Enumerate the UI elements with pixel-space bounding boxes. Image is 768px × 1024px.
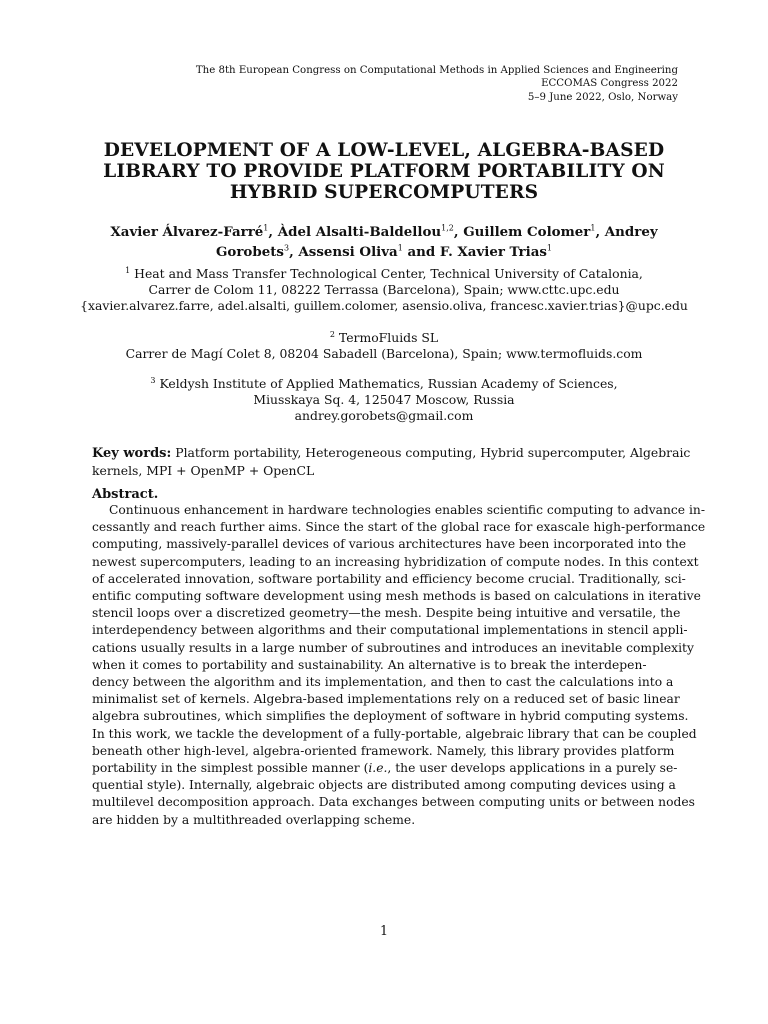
abstract-line: of accelerated innovation, software portability and efficiency become crucial. Traditionally, sci- bbox=[92, 571, 686, 586]
affiliation-number: 2 bbox=[329, 329, 335, 339]
affiliation-1 bbox=[70, 266, 698, 313]
author-name: Àdel Alsalti-Baldellou bbox=[277, 224, 442, 240]
affiliation-number: 1 bbox=[125, 265, 131, 275]
author-affiliation-mark: 1 bbox=[263, 223, 269, 233]
author-line-1: Xavier Álvarez-Farré$^1$, Àdel Alsalti-Baldellou$^{1,2}$, Guillem Colomer$^1$, Andrey bbox=[110, 223, 658, 240]
conference-date-location: 5–9 June 2022, Oslo, Norway bbox=[527, 91, 678, 103]
affiliation-email: andrey.gorobets@gmail.com bbox=[294, 407, 474, 423]
abstract-line: multilevel decomposition approach. Data exchanges between computing units or between nodes bbox=[92, 795, 695, 810]
affiliation-line bbox=[70, 376, 698, 392]
abstract-line: interdependency between algorithms and their computational implementations in stencil appli- bbox=[92, 623, 688, 638]
conference-short-name: ECCOMAS Congress 2022 bbox=[541, 78, 678, 90]
affiliation-text: Keldysh Institute of Applied Mathematics, Russian Academy of Sciences, bbox=[159, 376, 618, 391]
affiliation-address: Carrer de Colom 11, 08222 Terrassa (Barcelona), Spain; www.cttc.upc.edu bbox=[148, 281, 620, 297]
title-line-1: DEVELOPMENT OF A LOW-LEVEL, ALGEBRA-BASED bbox=[103, 140, 665, 161]
abstract-line: cessantly and reach further aims. Since the start of the global race for exascale high-performance bbox=[92, 520, 706, 535]
abstract-line: when it comes to portability and sustainability. An alternative is to break the interdepen- bbox=[92, 657, 647, 672]
author-affiliation-mark: 1,2 bbox=[441, 223, 454, 233]
author-affiliation-mark: 1 bbox=[546, 243, 552, 253]
paper-title bbox=[70, 140, 698, 203]
author-name: Guillem Colomer bbox=[463, 224, 591, 240]
abstract-line: beneath other high-level, algebra-oriented framework. Namely, this library provides platform bbox=[92, 743, 675, 758]
abstract-line: algebra subroutines, which simplifies the deployment of software in hybrid computing systems. bbox=[92, 709, 689, 724]
abstract-heading: Abstract. bbox=[92, 487, 159, 502]
abstract-line: are hidden by a multithreaded overlapping scheme. bbox=[92, 812, 416, 827]
abstract-line: entific computing software development using mesh methods is based on calculations in iterative bbox=[92, 589, 701, 604]
author-affiliation-mark: 1 bbox=[590, 223, 596, 233]
author-name: F. Xavier Trias bbox=[439, 244, 547, 260]
abstract-line: portability in the simplest possible manner (i.e., the user develops applications in a purely se- bbox=[92, 761, 678, 776]
affiliation-emails: {xavier.alvarez.farre, adel.alsalti, guillem.colomer, asensio.oliva, francesc.xavier.trias}@upc.edu bbox=[80, 297, 688, 313]
author-affiliation-mark: 3 bbox=[283, 243, 290, 253]
title-line-2: LIBRARY TO PROVIDE PLATFORM PORTABILITY ON bbox=[103, 161, 665, 182]
affiliation-line bbox=[70, 330, 698, 346]
author-name-part: Andrey bbox=[604, 224, 658, 240]
affiliation-3 bbox=[70, 376, 698, 423]
abstract-line: cations usually results in a large number of subroutines and introduces an inevitable complexity bbox=[92, 640, 694, 655]
author-name: Assensi Oliva bbox=[298, 244, 398, 260]
affiliation-text: TermoFluids SL bbox=[338, 330, 439, 345]
affiliation-number: 3 bbox=[150, 375, 156, 385]
affiliation-address: Miusskaya Sq. 4, 125047 Moscow, Russia bbox=[253, 391, 515, 407]
keywords-line-2: kernels, MPI + OpenMP + OpenCL bbox=[92, 462, 315, 478]
abstract-line: dency between the algorithm and its implementation, and then to cast the calculations into a bbox=[92, 675, 674, 690]
abstract-body bbox=[92, 502, 706, 829]
page-number: 1 bbox=[379, 923, 388, 938]
abstract-line: Continuous enhancement in hardware technologies enables scientific computing to advance in- bbox=[109, 503, 705, 517]
abstract-line: stencil loops over a discretized geometry—the mesh. Despite being intuitive and versatile, the bbox=[92, 606, 681, 621]
abstract-line: quential style). Internally, algebraic objects are distributed among computing devices using a bbox=[92, 778, 676, 793]
keywords-section bbox=[92, 445, 691, 480]
keywords-line-1 bbox=[92, 445, 691, 463]
author-list bbox=[70, 222, 698, 262]
abstract-emphasis: i.e. bbox=[368, 761, 388, 776]
affiliation-line bbox=[70, 266, 698, 282]
affiliation-text: Heat and Mass Transfer Technological Center, Technical University of Catalonia, bbox=[134, 266, 643, 281]
keywords-label: Key words: bbox=[92, 446, 172, 461]
author-name: Xavier Álvarez-Farré bbox=[110, 224, 264, 240]
abstract-line: In this work, we tackle the development of a fully-portable, algebraic library that can be coupled bbox=[92, 726, 697, 741]
affiliation-2 bbox=[70, 330, 698, 362]
author-line-2: Gorobets$^3$, Assensi Oliva$^1$ and F. Xavier Trias$^1$ bbox=[216, 243, 552, 260]
abstract-line: minimalist set of kernels. Algebra-based implementations rely on a reduced set of basic linear bbox=[92, 692, 680, 707]
abstract-line: newest supercomputers, leading to an increasing hybridization of compute nodes. In this context bbox=[92, 554, 699, 569]
author-name-part: Gorobets bbox=[216, 244, 284, 260]
conference-header bbox=[196, 64, 678, 104]
author-affiliation-mark: 1 bbox=[397, 243, 403, 253]
keywords-text: Platform portability, Heterogeneous computing, Hybrid supercomputer, Algebraic bbox=[175, 445, 691, 460]
abstract-line: computing, massively-parallel devices of various architectures have been incorporated into the bbox=[92, 537, 687, 552]
title-line-3: HYBRID SUPERCOMPUTERS bbox=[229, 182, 539, 203]
affiliation-address: Carrer de Magí Colet 8, 08204 Sabadell (Barcelona), Spain; www.termofluids.com bbox=[125, 345, 643, 361]
conference-name: The 8th European Congress on Computational Methods in Applied Sciences and Engineering bbox=[195, 65, 678, 76]
